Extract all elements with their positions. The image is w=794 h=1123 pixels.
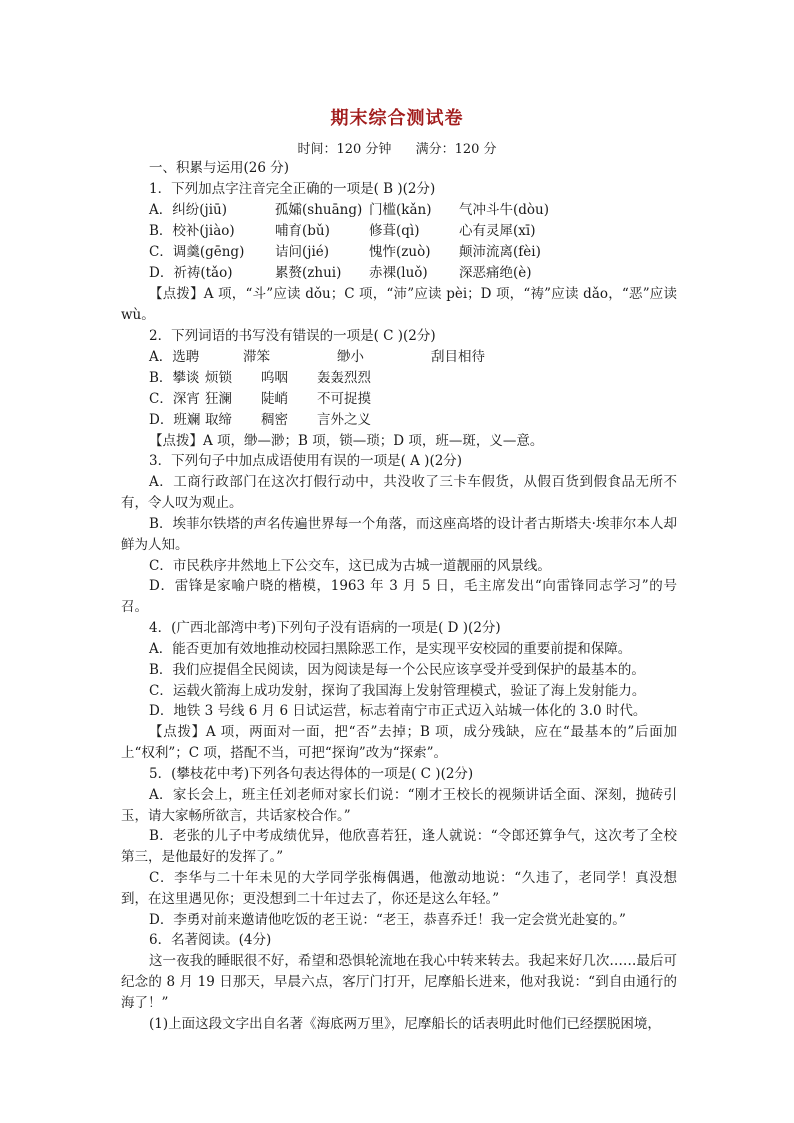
question-4-option-d: D．地铁 3 号线 6 月 6 日试运营，标志着南宁市正式迈入站城一体化的 3.0 时代。 bbox=[149, 703, 647, 720]
question-2-option-c bbox=[121, 389, 677, 410]
question-3-option-d: D．雷锋是家喻户晓的楷模，1963 年 3 月 5 日，毛主席发出“向雷锋同志学习”的号召。 bbox=[121, 578, 677, 616]
option-item: 修葺(qì) bbox=[369, 223, 420, 239]
question-3-option-c: C．市民秩序井然地上下公交车，这已成为古城一道靓丽的风景线。 bbox=[149, 557, 551, 574]
option-item: 稠密 bbox=[261, 411, 288, 428]
option-item: 孤孀(shuāng) bbox=[275, 202, 363, 218]
question-1-hint: 【点拨】A 项，“斗”应读 dǒu；C 项，“沛”应读 pèi；D 项，“祷”应读 dǎo，“恶”应读 wù。 bbox=[121, 286, 677, 323]
exam-meta bbox=[0, 138, 794, 157]
option-item: D．班斓 bbox=[149, 411, 201, 428]
question-2-stem: 2．下列词语的书写没有错误的一项是( C )(2分) bbox=[149, 327, 436, 344]
option-item: 缈小 bbox=[337, 348, 364, 365]
option-item: 烦锁 bbox=[205, 369, 232, 386]
question-6-sub-1: (1)上面这段文字出自名著《海底两万里》，尼摩船长的话表明此时他们已经摆脱困境， bbox=[149, 1015, 661, 1032]
page-title: 期末综合测试卷 bbox=[330, 108, 464, 129]
question-2-option-b bbox=[121, 368, 677, 389]
option-item: 心有灵犀(xī) bbox=[459, 223, 536, 239]
option-item: 累赘(zhui) bbox=[275, 265, 342, 281]
question-1-stem: 1．下列加点字注音完全正确的一项是( B )(2分) bbox=[149, 181, 436, 197]
option-item: A．选聘 bbox=[149, 348, 200, 365]
question-4-hint: 【点拨】A 项，两面对一面，把“否”去掉；B 项，成分残缺，应在“最基本的”后面加上“权利”；C 项，搭配不当，可把“探询”改为“探索”。 bbox=[121, 724, 677, 761]
question-5-option-c: C．李华与二十年未见的大学同学张梅偶遇，他激动地说：“久违了，老同学！真没想到，在这里遇见你；更没想到二十年过去了，你还是这么年轻。” bbox=[121, 869, 677, 907]
question-1-option-d bbox=[121, 263, 677, 284]
option-item: 深恶痛绝(è) bbox=[459, 265, 532, 281]
question-1-option-c bbox=[121, 242, 677, 263]
option-item: 狂澜 bbox=[205, 390, 232, 407]
question-3-stem: 3．下列句子中加点成语使用有误的一项是( A )(2分) bbox=[149, 453, 463, 470]
question-1-option-a bbox=[121, 200, 677, 221]
question-2-option-d bbox=[121, 410, 677, 431]
option-item: 哺育(bǔ) bbox=[275, 223, 330, 239]
question-6-passage: 这一夜我的睡眠很不好，希望和恐惧轮流地在我心中转来转去。我起来好几次……最后可纪念的 8 月 19 日那天，早晨六点，客厅门打开，尼摩船长进来，他对我说：“到自由通行的海了！” bbox=[121, 953, 677, 1011]
option-item: 陡峭 bbox=[261, 390, 288, 407]
question-5-option-a: A．家长会上，班主任刘老师对家长们说：“刚才王校长的视频讲话全面、深刻，抛砖引玉，请大家畅所欲言，共话家校合作。” bbox=[121, 786, 677, 824]
question-4-option-a: A．能否更加有效地推动校园扫黑除恶工作，是实现平安校园的重要前提和保障。 bbox=[149, 640, 632, 657]
time-limit: 时间：120 分钟 bbox=[297, 142, 392, 157]
option-item: 愧怍(zuò) bbox=[369, 244, 431, 260]
option-item: 气冲斗牛(dòu) bbox=[459, 202, 549, 218]
section-heading: 一、积累与运用(26 分) bbox=[149, 160, 290, 176]
question-4-option-b: B．我们应提倡全民阅读，因为阅读是每一个公民应该享受并受到保护的最基本的。 bbox=[149, 661, 645, 678]
question-5-option-b: B．老张的儿子中考成绩优异，他欣喜若狂，逢人就说：“令郎还算争气，这次考了全校第三，是他最好的发挥了。” bbox=[121, 828, 677, 866]
question-2-option-a bbox=[121, 347, 677, 368]
option-item: 诘问(jié) bbox=[275, 244, 330, 260]
question-6-stem: 6．名著阅读。(4分) bbox=[149, 932, 272, 949]
option-item: B．攀谈 bbox=[149, 369, 200, 386]
option-item: 不可捉摸 bbox=[317, 390, 371, 407]
question-2-hint: 【点拨】A 项，缈—渺；B 项，锁—琐；D 项，班—斑，义—意。 bbox=[149, 432, 544, 449]
option-item: D．祈祷(tǎo) bbox=[149, 265, 233, 281]
option-item: 门槛(kǎn) bbox=[369, 202, 432, 218]
option-item: C．调羹(gēng) bbox=[149, 244, 245, 260]
option-item: A．纠纷(jiū) bbox=[149, 202, 227, 218]
option-item: 颠沛流离(fèi) bbox=[459, 244, 541, 260]
question-3-option-a: A．工商行政部门在这次打假行动中，共没收了三卡车假货，从假百货到假食品无所不有，令人叹为观止。 bbox=[121, 474, 677, 512]
question-4-stem: 4．(广西北部湾中考)下列句子没有语病的一项是( D )(2分) bbox=[149, 619, 501, 636]
option-item: 轰轰烈烈 bbox=[317, 369, 371, 386]
exam-content bbox=[121, 158, 677, 1035]
option-item: 呜咽 bbox=[261, 369, 288, 386]
option-item: 言外之义 bbox=[317, 411, 371, 428]
option-item: 滞笨 bbox=[243, 348, 270, 365]
full-score: 满分：120 分 bbox=[415, 142, 497, 157]
option-item: C．深宵 bbox=[149, 390, 200, 407]
option-item: 取缔 bbox=[205, 411, 232, 428]
option-item: B．校补(jiào) bbox=[149, 223, 235, 239]
question-3-option-b: B．埃菲尔铁塔的声名传遍世界每一个角落，而这座高塔的设计者古斯塔夫·埃菲尔本人却鲜为人知。 bbox=[121, 515, 677, 553]
question-5-option-d: D．李勇对前来邀请他吃饭的老王说：“老王，恭喜乔迁！我一定会赏光赴宴的。” bbox=[149, 911, 626, 928]
question-1-option-b bbox=[121, 221, 677, 242]
question-4-option-c: C．运载火箭海上成功发射，探询了我国海上发射管理模式，验证了海上发射能力。 bbox=[149, 682, 646, 699]
option-item: 赤裸(luǒ) bbox=[369, 265, 428, 281]
option-item: 刮目相待 bbox=[431, 348, 485, 365]
question-5-stem: 5．(攀枝花中考)下列各句表达得体的一项是( C )(2分) bbox=[149, 765, 474, 782]
